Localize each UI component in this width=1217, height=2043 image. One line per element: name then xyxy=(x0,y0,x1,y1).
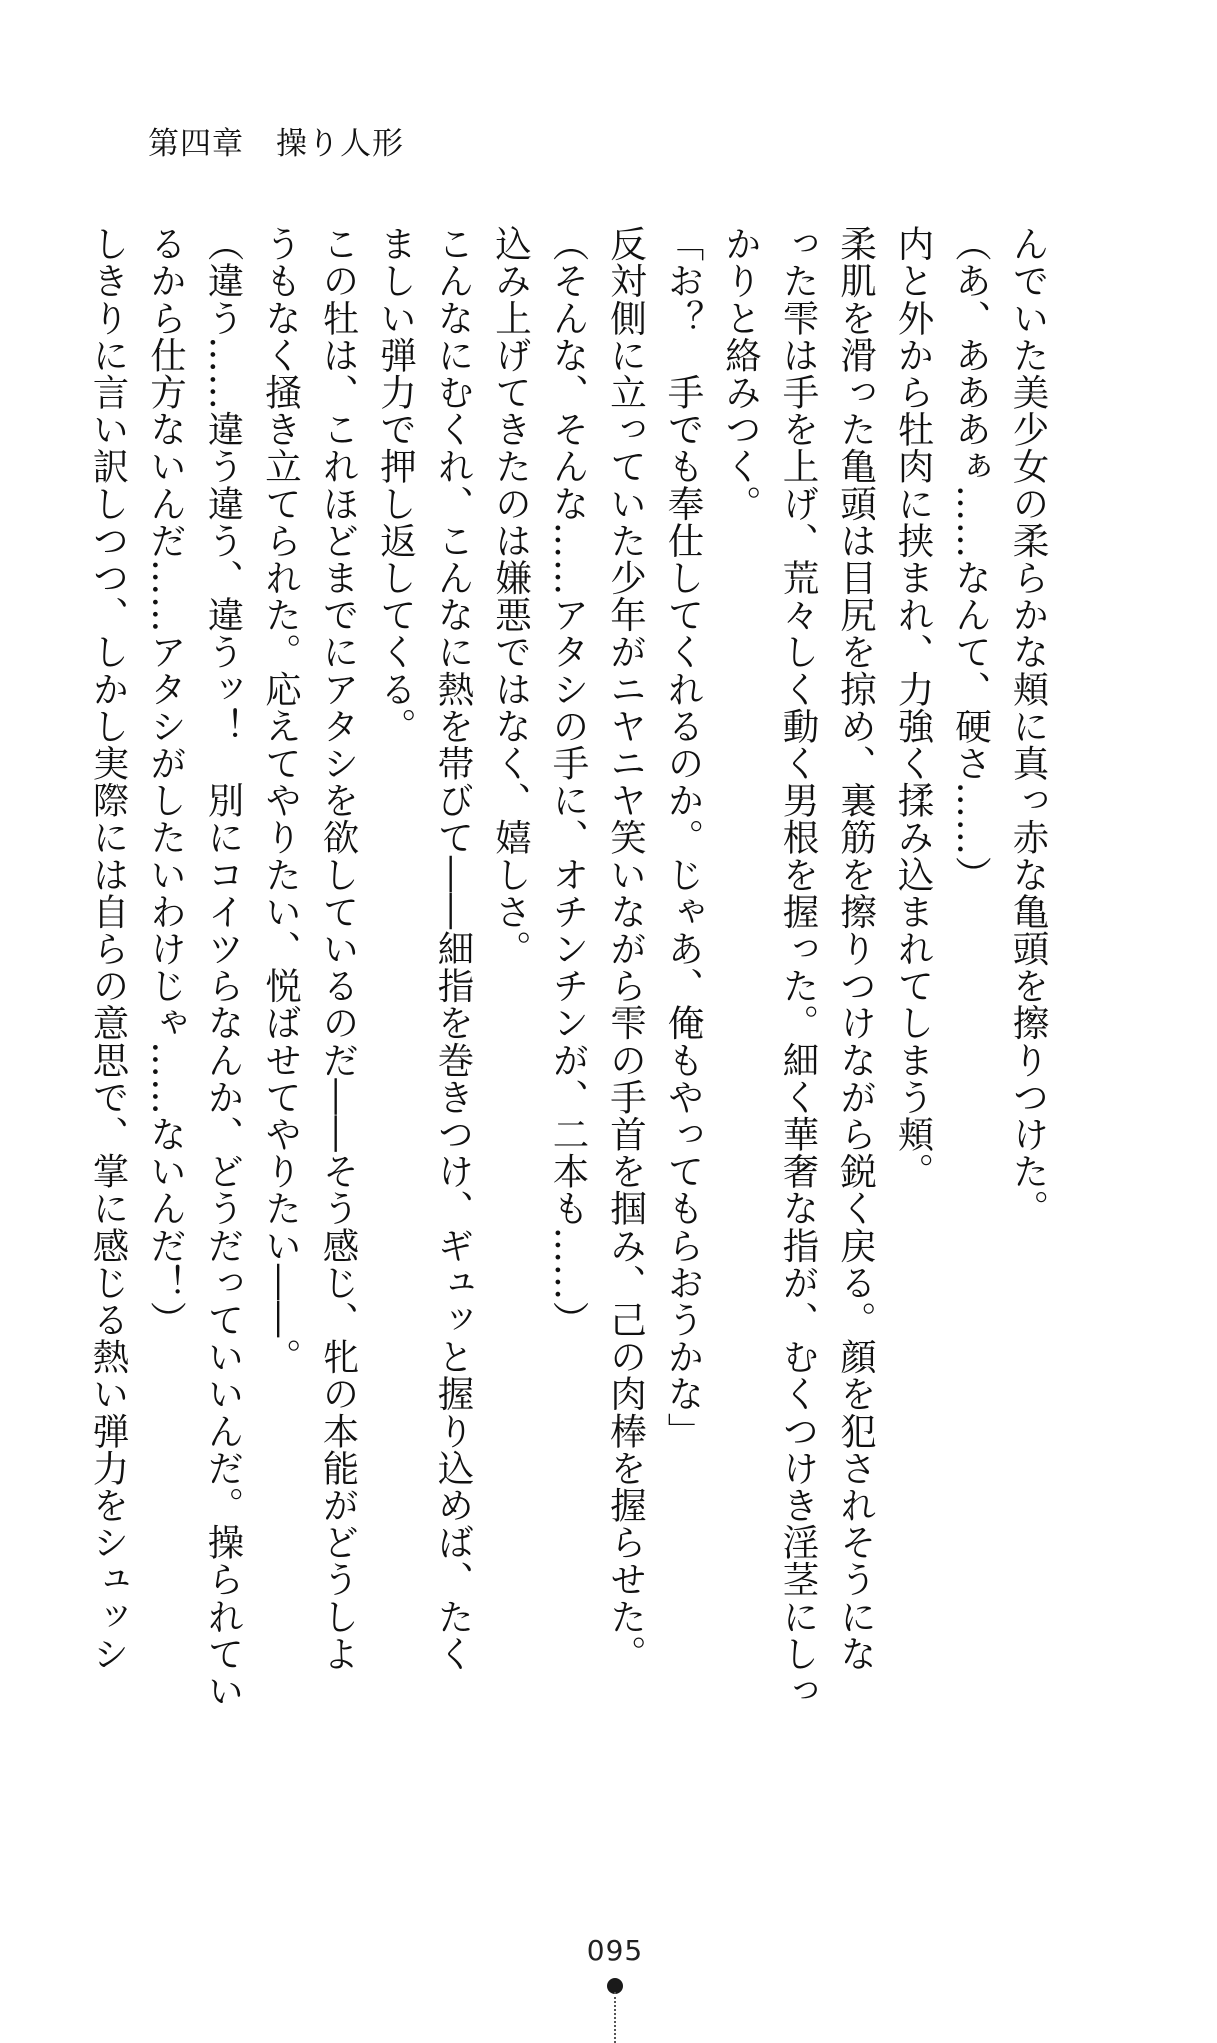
text-line: こんなにむくれ、こんなに熱を帯びて――細指を巻きつけ、ギュッと握り込めば、たく xyxy=(432,225,475,1672)
text-line: かりと絡みつく。 xyxy=(719,225,763,522)
text-line: （そんな、そんな……アタシの手に、オチンチンが、二本も……） xyxy=(547,225,590,1338)
text-line: しきりに言い訳しつつ、しかし実際には自らの意思で、掌に感じる熱い弾力をシュッシ xyxy=(87,225,130,1672)
text-line: った雫は手を上げ、荒々しく動く男根を握った。細く華奢な指が、むくつけき淫茎にしっ xyxy=(777,225,820,1709)
page-ornament-icon xyxy=(607,1978,623,2043)
text-line: るから仕方ないんだ……アタシがしたいわけじゃ……ないんだ！） xyxy=(144,225,188,1338)
text-line: 反対側に立っていた少年がニヤニヤ笑いながら雫の手首を掴み、己の肉棒を握らせた。 xyxy=(604,225,648,1672)
text-line: 内と外から牡肉に挟まれ、力強く揉み込まれてしまう頬。 xyxy=(892,225,935,1190)
text-line: 込み上げてきたのは嫌悪ではなく、嬉しさ。 xyxy=(489,225,533,967)
running-head-chapter-title: 第四章 操り人形 xyxy=(148,126,404,162)
ornament-dotted-line xyxy=(614,1992,618,2043)
text-line: うもなく掻き立てられた。応えてやりたい、悦ばせてやりたい――。 xyxy=(259,225,303,1376)
vertical-body-text xyxy=(80,225,1058,1709)
text-line: （あ、あああぁ……なんて、硬さ……） xyxy=(949,225,993,893)
text-line: この牡は、これほどまでにアタシを欲しているのだ――そう感じ、牝の本能がどうしよ xyxy=(317,225,360,1672)
text-line: 「お？ 手でも奉仕してくれるのか。じゃあ、俺もやってもらおうかな」 xyxy=(662,225,705,1450)
text-line: んでいた美少女の柔らかな頬に真っ赤な亀頭を擦りつけた。 xyxy=(1007,225,1050,1227)
text-line: ましい弾力で押し返してくる。 xyxy=(374,225,418,745)
text-line: 柔肌を滑った亀頭は目尻を掠め、裏筋を擦りつけながら鋭く戻る。顔を犯されそうにな xyxy=(834,225,878,1672)
page-number: 095 xyxy=(586,1934,644,1967)
text-line: （違う……違う違う、違うッ！ 別にコイツらなんか、どうだっていいんだ。操られてい xyxy=(202,225,245,1709)
